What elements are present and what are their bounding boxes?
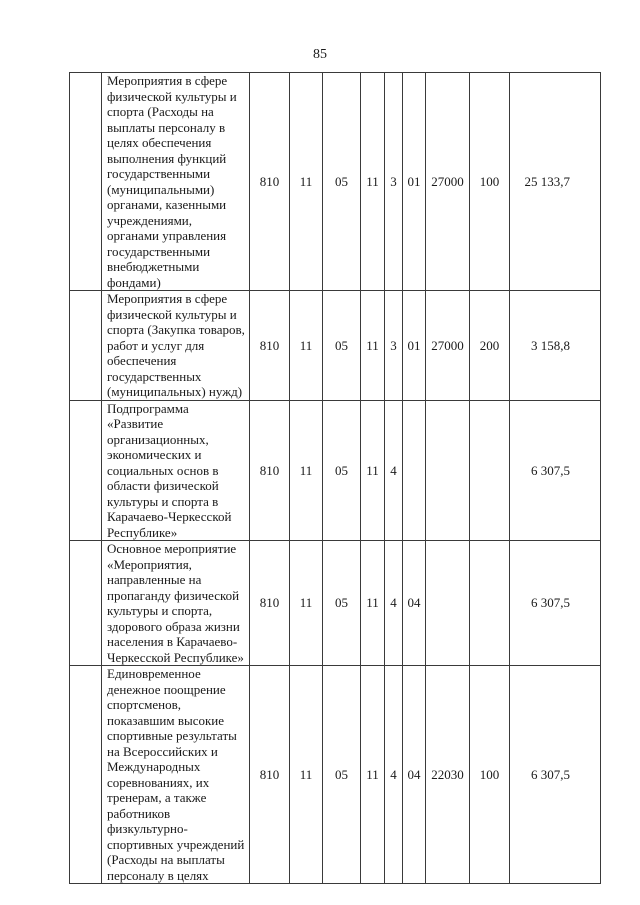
- program-code-cell: 11: [361, 73, 385, 291]
- subprogram-code-cell: 3: [385, 73, 403, 291]
- row-index-cell: [70, 73, 102, 291]
- expense-type-cell: 100: [470, 73, 510, 291]
- direction-code-cell: [426, 541, 470, 666]
- subsection-code-cell: 05: [323, 400, 361, 541]
- table-row: [70, 291, 601, 401]
- expense-type-cell: [470, 400, 510, 541]
- section-code-cell: 11: [290, 541, 323, 666]
- expense-type-cell: [470, 541, 510, 666]
- main-event-code-cell: 01: [403, 291, 426, 401]
- subsection-code-cell: 05: [323, 666, 361, 884]
- expense-name-cell: Мероприятия в сфере физической культуры и спорта (Закупка товаров, работ и услуг для обеспечения государственных (муниципальных) нужд): [102, 291, 250, 401]
- amount-cell: 6 307,5: [510, 541, 601, 666]
- amount-cell: 6 307,5: [510, 666, 601, 884]
- direction-code-cell: 27000: [426, 73, 470, 291]
- table-row: [70, 541, 601, 666]
- expense-name-cell: Основное мероприятие «Мероприятия, направленные на пропаганду физической культуры и спорта, здорового образа жизни населения в Карачаево-Черкесской Республике»: [102, 541, 250, 666]
- row-index-cell: [70, 541, 102, 666]
- table-row: [70, 400, 601, 541]
- expense-type-cell: 100: [470, 666, 510, 884]
- subsection-code-cell: 05: [323, 73, 361, 291]
- subsection-code-cell: 05: [323, 291, 361, 401]
- subprogram-code-cell: 4: [385, 400, 403, 541]
- ministry-code-cell: 810: [250, 73, 290, 291]
- section-code-cell: 11: [290, 73, 323, 291]
- expense-name-cell: Мероприятия в сфере физической культуры и спорта (Расходы на выплаты персоналу в целях обеспечения выполнения функций государственными (муниципальными) органами, казенными учреждениями, органами управления государственными внебюджетными фондами): [102, 73, 250, 291]
- program-code-cell: 11: [361, 400, 385, 541]
- amount-cell: 6 307,5: [510, 400, 601, 541]
- expense-name-cell: Единовременное денежное поощрение спортсменов, показавшим высокие спортивные результаты на Всероссийских и Международных соревнованиях, их тренерам, а также работников физкультурно-спортивных учреждений (Расходы на выплаты персоналу в целях: [102, 666, 250, 884]
- row-index-cell: [70, 400, 102, 541]
- direction-code-cell: 27000: [426, 291, 470, 401]
- direction-code-cell: [426, 400, 470, 541]
- program-code-cell: 11: [361, 541, 385, 666]
- direction-code-cell: 22030: [426, 666, 470, 884]
- section-code-cell: 11: [290, 400, 323, 541]
- amount-cell: 25 133,7: [510, 73, 601, 291]
- subprogram-code-cell: 4: [385, 666, 403, 884]
- amount-cell: 3 158,8: [510, 291, 601, 401]
- page-number: 85: [313, 47, 327, 62]
- expense-type-cell: 200: [470, 291, 510, 401]
- section-code-cell: 11: [290, 291, 323, 401]
- row-index-cell: [70, 666, 102, 884]
- row-index-cell: [70, 291, 102, 401]
- program-code-cell: 11: [361, 291, 385, 401]
- ministry-code-cell: 810: [250, 666, 290, 884]
- program-code-cell: 11: [361, 666, 385, 884]
- ministry-code-cell: 810: [250, 400, 290, 541]
- table-row: [70, 666, 601, 884]
- expense-name-cell: Подпрограмма «Развитие организационных, экономических и социальных основ в области физической культуры и спорта в Карачаево-Черкесской Республике»: [102, 400, 250, 541]
- budget-table: [69, 72, 601, 884]
- ministry-code-cell: 810: [250, 291, 290, 401]
- main-event-code-cell: 04: [403, 541, 426, 666]
- subprogram-code-cell: 4: [385, 541, 403, 666]
- main-event-code-cell: 01: [403, 73, 426, 291]
- table-row: [70, 73, 601, 291]
- ministry-code-cell: 810: [250, 541, 290, 666]
- subsection-code-cell: 05: [323, 541, 361, 666]
- main-event-code-cell: [403, 400, 426, 541]
- section-code-cell: 11: [290, 666, 323, 884]
- main-event-code-cell: 04: [403, 666, 426, 884]
- subprogram-code-cell: 3: [385, 291, 403, 401]
